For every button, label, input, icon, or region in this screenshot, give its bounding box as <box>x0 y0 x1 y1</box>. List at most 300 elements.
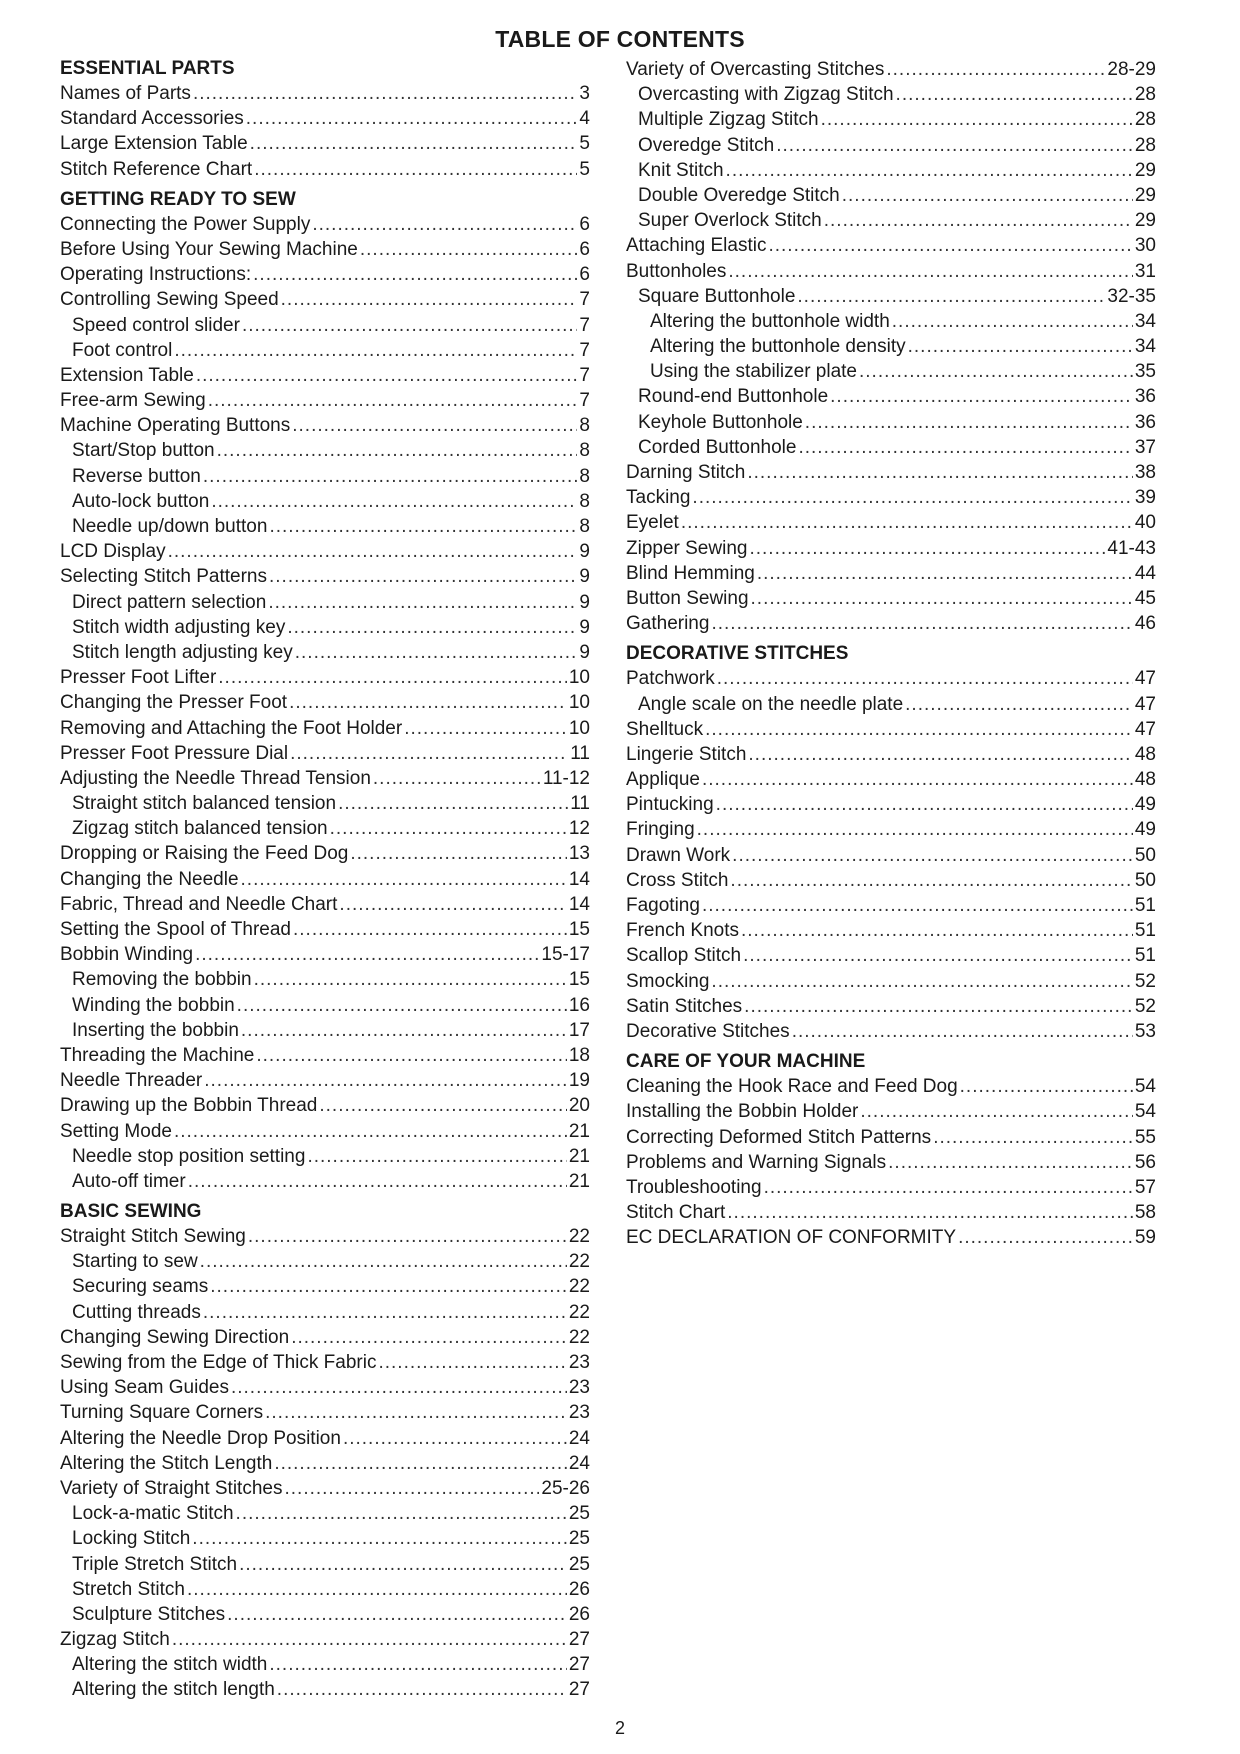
toc-entry-label: Needle up/down button <box>72 516 268 537</box>
toc-entry-page: 15-17 <box>541 944 590 966</box>
toc-entry[interactable] <box>60 766 590 791</box>
toc-entry[interactable] <box>626 1019 1156 1044</box>
toc-entry-label: Drawing up the Bobbin Thread <box>60 1095 318 1117</box>
dot-leader <box>726 158 1133 183</box>
dot-leader <box>291 1325 567 1350</box>
toc-entry-page: 59 <box>1134 1227 1156 1249</box>
toc-entry[interactable] <box>626 133 1156 158</box>
toc-entry[interactable] <box>60 1018 590 1043</box>
toc-entry-label: Selecting Stitch Patterns <box>60 566 267 588</box>
toc-entry-label: Threading the Machine <box>60 1044 255 1066</box>
toc-entry[interactable] <box>626 792 1156 817</box>
toc-entry[interactable] <box>626 57 1156 82</box>
section-heading: ESSENTIAL PARTS <box>60 58 235 79</box>
toc-entry[interactable] <box>60 464 590 489</box>
toc-entry[interactable] <box>60 615 590 640</box>
toc-entry-label: Applique <box>626 769 700 791</box>
toc-entry[interactable] <box>626 1225 1156 1250</box>
toc-entry[interactable] <box>626 410 1156 435</box>
toc-entry-label: French Knots <box>626 920 739 942</box>
toc-entry-page: 37 <box>1134 436 1156 458</box>
dot-leader <box>681 510 1133 535</box>
toc-entry[interactable] <box>626 561 1156 586</box>
toc-entry-label: Changing Sewing Direction <box>60 1326 290 1348</box>
dot-leader <box>768 233 1132 258</box>
dot-leader <box>350 841 567 866</box>
dot-leader <box>908 334 1133 359</box>
dot-leader <box>269 514 577 539</box>
dot-leader <box>187 1577 567 1602</box>
dot-leader <box>744 994 1133 1019</box>
toc-entry[interactable] <box>60 993 590 1018</box>
dot-leader <box>174 338 577 363</box>
dot-leader <box>378 1350 566 1375</box>
toc-entry-page: 44 <box>1134 562 1156 584</box>
dot-leader <box>237 993 567 1018</box>
toc-entry-label: Variety of Straight Stitches <box>60 1477 283 1499</box>
dot-leader <box>798 435 1132 460</box>
toc-entry[interactable] <box>60 212 590 237</box>
toc-entry-page: 7 <box>579 339 590 361</box>
dot-leader <box>743 943 1133 968</box>
toc-entry[interactable] <box>626 233 1156 258</box>
toc-entry-label: Shelltuck <box>626 718 704 740</box>
dot-leader <box>200 1249 567 1274</box>
dot-leader <box>287 615 577 640</box>
toc-entry[interactable] <box>60 917 590 942</box>
toc-entry-page: 7 <box>579 314 590 336</box>
dot-leader <box>373 766 541 791</box>
dot-leader <box>717 666 1133 691</box>
toc-entry[interactable] <box>626 742 1156 767</box>
dot-leader <box>174 1119 567 1144</box>
toc-entry[interactable] <box>60 1577 590 1602</box>
toc-entry[interactable] <box>60 1068 590 1093</box>
toc-entry[interactable] <box>60 1043 590 1068</box>
toc-entry[interactable] <box>626 918 1156 943</box>
dot-leader <box>289 690 567 715</box>
toc-entry[interactable] <box>60 131 590 156</box>
toc-entry-label: Buttonholes <box>626 260 727 282</box>
toc-entry[interactable] <box>626 692 1156 717</box>
toc-entry[interactable] <box>60 640 590 665</box>
toc-entry-page: 9 <box>579 641 590 663</box>
toc-entry[interactable] <box>626 334 1156 359</box>
page-title: TABLE OF CONTENTS <box>495 26 745 52</box>
toc-entry[interactable] <box>626 969 1156 994</box>
toc-entry-label: Presser Foot Lifter <box>60 667 217 689</box>
dot-leader <box>241 1018 567 1043</box>
dot-leader <box>330 816 567 841</box>
toc-entry-label: Fringing <box>626 819 695 841</box>
toc-entry-page: 47 <box>1134 718 1156 740</box>
toc-entry-page: 26 <box>568 1603 590 1625</box>
toc-entry-page: 28 <box>1134 134 1156 156</box>
dot-leader <box>338 791 568 816</box>
toc-entry[interactable] <box>60 1652 590 1677</box>
dot-leader <box>203 464 578 489</box>
page-number: 2 <box>614 1718 625 1738</box>
dot-leader <box>248 1224 567 1249</box>
dot-leader <box>218 665 567 690</box>
dot-leader <box>730 868 1132 893</box>
toc-entry-page: 22 <box>568 1251 590 1273</box>
toc-entry-page: 6 <box>579 264 590 286</box>
dot-leader <box>797 284 1105 309</box>
toc-entry-page: 28 <box>1134 109 1156 131</box>
toc-entry-page: 8 <box>579 415 590 437</box>
dot-leader <box>339 892 566 917</box>
toc-entry-label: Standard Accessories <box>60 108 244 130</box>
toc-entry-page: 23 <box>568 1377 590 1399</box>
toc-entry-page: 34 <box>1134 336 1156 358</box>
toc-entry[interactable] <box>60 262 590 287</box>
dot-leader <box>776 133 1133 158</box>
dot-leader <box>842 183 1133 208</box>
toc-entry[interactable] <box>60 841 590 866</box>
toc-entry[interactable] <box>60 1300 590 1325</box>
toc-entry-label: Altering the stitch length <box>72 1679 275 1701</box>
toc-entry[interactable] <box>626 994 1156 1019</box>
toc-entry-page: 8 <box>579 465 590 487</box>
toc-entry-page: 14 <box>568 868 590 890</box>
toc-entry[interactable] <box>60 438 590 463</box>
toc-entry-label: Cleaning the Hook Race and Feed Dog <box>626 1076 958 1098</box>
toc-entry[interactable] <box>626 435 1156 460</box>
toc-entry[interactable] <box>626 460 1156 485</box>
toc-entry-label: Setting the Spool of Thread <box>60 919 291 940</box>
toc-entry-label: Installing the Bobbin Holder <box>626 1101 859 1123</box>
toc-entry-label: Stitch Chart <box>626 1202 726 1224</box>
dot-leader <box>242 313 577 338</box>
toc-entry-label: Super Overlock Stitch <box>638 210 822 232</box>
toc-entry[interactable] <box>626 1175 1156 1200</box>
toc-entry-label: Multiple Zigzag Stitch <box>638 109 819 131</box>
toc-entry[interactable] <box>626 284 1156 309</box>
toc-entry-page: 18 <box>568 1044 590 1066</box>
toc-entry[interactable] <box>626 586 1156 611</box>
toc-entry-label: Altering the stitch width <box>72 1654 268 1676</box>
toc-entry-page: 50 <box>1134 844 1156 866</box>
toc-entry-page: 29 <box>1134 210 1156 232</box>
toc-entry[interactable] <box>626 158 1156 183</box>
dot-leader <box>751 586 1133 611</box>
toc-entry[interactable] <box>626 767 1156 792</box>
toc-entry-page: 48 <box>1134 769 1156 791</box>
toc-entry-page: 11-12 <box>542 767 590 789</box>
toc-entry-label: Drawn Work <box>626 844 731 866</box>
toc-entry[interactable] <box>626 611 1156 636</box>
toc-entry-page: 21 <box>568 1170 590 1192</box>
toc-entry[interactable] <box>60 1627 590 1652</box>
toc-entry-page: 46 <box>1134 613 1156 635</box>
toc-entry-page: 39 <box>1134 487 1156 509</box>
toc-entry[interactable] <box>60 690 590 715</box>
toc-section-essential-parts <box>60 57 590 182</box>
toc-entry-page: 25 <box>568 1553 590 1575</box>
dot-leader <box>203 1300 567 1325</box>
dot-leader <box>254 157 577 182</box>
toc-entry[interactable] <box>60 564 590 589</box>
toc-entry[interactable] <box>60 1249 590 1274</box>
toc-entry-page: 22 <box>568 1276 590 1298</box>
toc-section-care-of-your-machine <box>626 1050 1156 1250</box>
dot-leader <box>196 363 578 388</box>
toc-entry[interactable] <box>60 1526 590 1551</box>
toc-entry[interactable] <box>60 1144 590 1169</box>
toc-entry-label: Zipper Sewing <box>626 537 748 559</box>
toc-entry-label: Altering the buttonhole density <box>650 336 906 358</box>
toc-entry-page: 15 <box>568 969 590 991</box>
toc-entry-label: Controlling Sewing Speed <box>60 289 279 311</box>
dot-leader <box>241 867 567 892</box>
toc-entry-page: 13 <box>568 843 590 865</box>
dot-leader <box>274 1451 567 1476</box>
toc-entry-label: Tacking <box>626 487 691 509</box>
toc-entry-page: 28-29 <box>1107 59 1156 80</box>
toc-entry-label: Starting to sew <box>72 1251 198 1273</box>
dot-leader <box>210 1274 567 1299</box>
toc-entry-label: Auto-lock button <box>72 490 210 512</box>
toc-entry-page: 35 <box>1134 361 1156 383</box>
toc-entry-page: 8 <box>579 490 590 512</box>
toc-entry[interactable] <box>626 843 1156 868</box>
toc-entry-label: Inserting the bobbin <box>72 1019 239 1041</box>
toc-entry[interactable] <box>60 665 590 690</box>
dot-leader <box>293 917 567 942</box>
toc-entry-page: 54 <box>1134 1076 1156 1098</box>
toc-entry[interactable] <box>626 1074 1156 1099</box>
toc-entry-page: 29 <box>1134 184 1156 206</box>
dot-leader <box>896 82 1133 107</box>
toc-entry[interactable] <box>60 539 590 564</box>
toc-entry[interactable] <box>60 741 590 766</box>
toc-entry[interactable] <box>626 183 1156 208</box>
toc-entry-page: 4 <box>579 108 590 130</box>
toc-entry-page: 25 <box>568 1503 590 1525</box>
toc-entry[interactable] <box>626 510 1156 535</box>
dot-leader <box>933 1125 1133 1150</box>
dot-leader <box>204 1068 567 1093</box>
toc-entry[interactable] <box>60 514 590 539</box>
toc-entry[interactable] <box>626 1150 1156 1175</box>
toc-entry-label: Variety of Overcasting Stitches <box>626 59 885 80</box>
toc-entry-label: Overedge Stitch <box>638 134 775 156</box>
toc-entry-label: Connecting the Power Supply <box>60 213 311 235</box>
toc-entry-page: 11 <box>570 793 590 815</box>
toc-entry-page: 52 <box>1134 970 1156 992</box>
toc-entry-page: 49 <box>1134 819 1156 841</box>
dot-leader <box>741 918 1133 943</box>
toc-entry-label: Problems and Warning Signals <box>626 1151 887 1173</box>
toc-entry-page: 22 <box>568 1326 590 1348</box>
toc-entry-label: Stitch length adjusting key <box>72 641 293 663</box>
toc-entry[interactable] <box>626 1125 1156 1150</box>
toc-entry[interactable] <box>60 716 590 741</box>
toc-entry[interactable] <box>626 384 1156 409</box>
toc-entry-page: 10 <box>568 667 590 689</box>
toc-entry[interactable] <box>626 943 1156 968</box>
dot-leader <box>711 611 1132 636</box>
toc-entry[interactable] <box>60 1375 590 1400</box>
toc-entry[interactable] <box>60 1325 590 1350</box>
section-heading: CARE OF YOUR MACHINE <box>626 1051 866 1073</box>
toc-entry-page: 22 <box>568 1301 590 1323</box>
toc-entry[interactable] <box>626 817 1156 842</box>
dot-leader <box>268 590 577 615</box>
dot-leader <box>702 767 1133 792</box>
toc-entry-page: 8 <box>579 516 590 537</box>
toc-entry-label: Knit Stitch <box>638 159 724 181</box>
toc-entry[interactable] <box>626 893 1156 918</box>
toc-entry-label: Stitch Reference Chart <box>60 158 253 180</box>
toc-entry-page: 31 <box>1134 260 1156 282</box>
dot-leader <box>886 57 1105 82</box>
dot-leader <box>830 384 1133 409</box>
section-heading: DECORATIVE STITCHES <box>626 643 849 665</box>
toc-entry-page: 27 <box>568 1654 590 1676</box>
toc-entry-page: 38 <box>1134 462 1156 483</box>
toc-entry[interactable] <box>60 1350 590 1375</box>
toc-entry[interactable] <box>60 1677 590 1702</box>
dot-leader <box>343 1426 567 1451</box>
toc-entry-label: Changing the Presser Foot <box>60 692 288 714</box>
toc-entry[interactable] <box>60 489 590 514</box>
toc-entry[interactable] <box>60 237 590 262</box>
toc-column-left <box>60 57 590 1703</box>
dot-leader <box>960 1074 1133 1099</box>
toc-entry-page: 36 <box>1134 386 1156 408</box>
toc-entry[interactable] <box>626 536 1156 561</box>
toc-entry[interactable] <box>60 791 590 816</box>
toc-entry-page: 36 <box>1134 411 1156 433</box>
dot-leader <box>193 81 577 106</box>
toc-entry-label: LCD Display <box>60 541 166 563</box>
toc-entry[interactable] <box>60 338 590 363</box>
toc-entry-label: Using Seam Guides <box>60 1377 229 1399</box>
toc-entry-page: 20 <box>568 1095 590 1117</box>
toc-entry[interactable] <box>60 1426 590 1451</box>
toc-entry[interactable] <box>60 313 590 338</box>
dot-leader <box>172 1627 567 1652</box>
toc-entry-page: 11 <box>570 742 590 764</box>
toc-entry[interactable] <box>60 1119 590 1144</box>
dot-leader <box>805 410 1133 435</box>
toc-entry-page: 3 <box>579 83 590 104</box>
dot-leader <box>757 561 1133 586</box>
toc-entry[interactable] <box>60 967 590 992</box>
toc-entry-label: Troubleshooting <box>626 1176 762 1198</box>
toc-entry[interactable] <box>60 157 590 182</box>
toc-entry-page: 51 <box>1134 895 1156 916</box>
toc-entry[interactable] <box>60 1476 590 1501</box>
toc-entry[interactable] <box>626 309 1156 334</box>
toc-entry[interactable] <box>626 82 1156 107</box>
toc-entry-page: 55 <box>1134 1126 1156 1148</box>
toc-entry[interactable] <box>60 388 590 413</box>
toc-entry[interactable] <box>60 1224 590 1249</box>
toc-entry-page: 48 <box>1134 743 1156 765</box>
dot-leader <box>728 259 1133 284</box>
toc-entry[interactable] <box>60 942 590 967</box>
toc-entry-page: 7 <box>579 364 590 386</box>
toc-entry-page: 9 <box>579 566 590 588</box>
toc-entry-page: 12 <box>568 818 590 840</box>
toc-entry-page: 28 <box>1134 84 1156 106</box>
dot-leader <box>705 717 1133 742</box>
toc-entry-label: Names of Parts <box>60 83 191 104</box>
toc-entry-label: EC DECLARATION OF CONFORMITY <box>626 1227 957 1249</box>
toc-entry[interactable] <box>60 413 590 438</box>
dot-leader <box>269 1652 566 1677</box>
dot-leader <box>246 106 578 131</box>
dot-leader <box>239 1552 567 1577</box>
toc-entry[interactable] <box>60 892 590 917</box>
toc-entry-label: Removing the bobbin <box>72 969 252 991</box>
toc-entry[interactable] <box>60 1451 590 1476</box>
toc-entry[interactable] <box>60 1400 590 1425</box>
dot-leader <box>269 564 577 589</box>
toc-entry[interactable] <box>626 1099 1156 1124</box>
toc-entry-page: 27 <box>568 1629 590 1651</box>
toc-entry-page: 24 <box>568 1427 590 1449</box>
toc-entry[interactable] <box>60 1501 590 1526</box>
toc-entry[interactable] <box>626 717 1156 742</box>
toc-entry-label: Fagoting <box>626 895 700 916</box>
dot-leader <box>217 438 578 463</box>
toc-entry-label: Smocking <box>626 970 710 992</box>
toc-entry[interactable] <box>626 666 1156 691</box>
toc-entry[interactable] <box>626 868 1156 893</box>
toc-entry[interactable] <box>60 287 590 312</box>
dot-leader <box>231 1375 567 1400</box>
toc-entry-page: 5 <box>579 133 590 155</box>
dot-leader <box>821 107 1133 132</box>
toc-entry[interactable] <box>60 867 590 892</box>
toc-entry[interactable] <box>60 1602 590 1627</box>
toc-entry[interactable] <box>60 81 590 106</box>
dot-leader <box>195 942 539 967</box>
toc-entry-label: Correcting Deformed Stitch Patterns <box>626 1126 932 1148</box>
dot-leader <box>702 893 1133 918</box>
toc-entry[interactable] <box>626 259 1156 284</box>
toc-entry[interactable] <box>60 1169 590 1194</box>
toc-entry[interactable] <box>60 816 590 841</box>
toc-entry-label: Bobbin Winding <box>60 944 194 966</box>
toc-entry-page: 7 <box>579 390 590 412</box>
toc-entry[interactable] <box>626 208 1156 233</box>
toc-entry[interactable] <box>60 1552 590 1577</box>
toc-entry[interactable] <box>60 106 590 131</box>
toc-entry[interactable] <box>60 590 590 615</box>
toc-entry[interactable] <box>626 107 1156 132</box>
toc-entry-label: Angle scale on the needle plate <box>638 693 904 715</box>
toc-entry[interactable] <box>60 1093 590 1118</box>
dot-leader <box>360 237 578 262</box>
toc-entry[interactable] <box>626 1200 1156 1225</box>
dot-leader <box>958 1225 1133 1250</box>
dot-leader <box>277 1677 567 1702</box>
toc-entry[interactable] <box>626 485 1156 510</box>
toc-entry[interactable] <box>626 359 1156 384</box>
toc-entry-page: 15 <box>568 919 590 940</box>
toc-entry-page: 8 <box>579 440 590 462</box>
toc-entry[interactable] <box>60 1274 590 1299</box>
toc-entry-page: 10 <box>568 717 590 739</box>
toc-entry-label: Round-end Buttonhole <box>638 386 829 408</box>
toc-entry[interactable] <box>60 363 590 388</box>
dot-leader <box>312 212 577 237</box>
